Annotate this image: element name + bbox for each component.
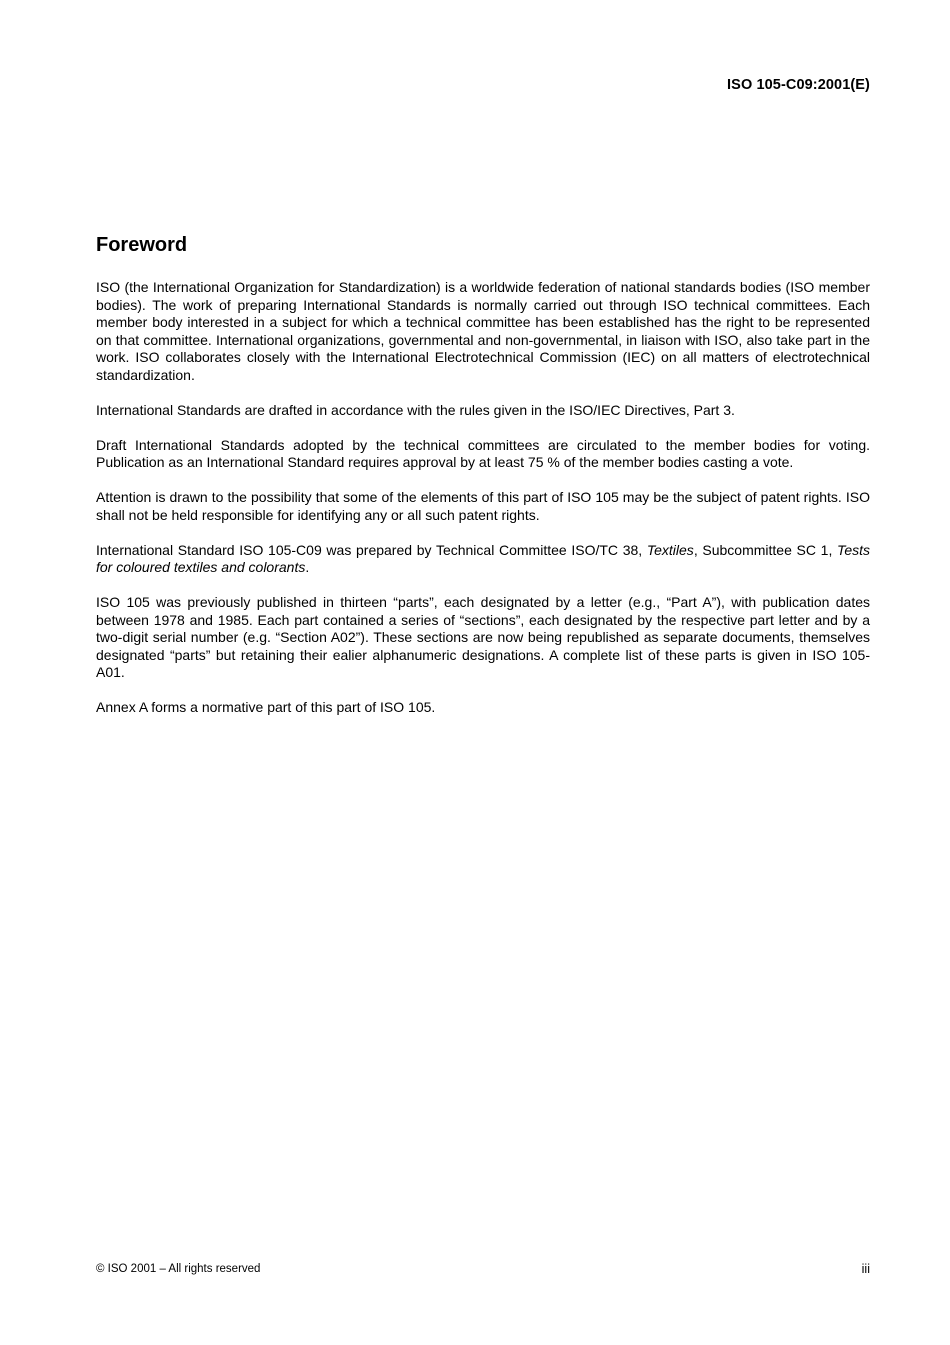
committee-text-1: International Standard ISO 105-C09 was prepared by Technical Committee ISO/TC 38,	[96, 541, 647, 558]
document-id: ISO 105-C09:2001(E)	[727, 77, 870, 93]
committee-name: Textiles	[646, 541, 694, 558]
paragraph-iso-intro: ISO (the International Organization for Standardization) is a worldwide federation of national standards bodies (ISO member bodies). The work of preparing International Standards is normally carried out through ISO technical committees. Each member body interested in a subject for which a technical committee has been established has the right to be represented on that committee. International organizations, governmental and non-governmental, in liaison with ISO, also take part in the work. ISO collaborates closely with the International Electrotechnical Commission (IEC) on all matters of electrotechnical standardization.	[96, 279, 870, 383]
committee-text-2: , Subcommittee SC 1,	[693, 541, 838, 558]
paragraph-committee	[96, 542, 870, 577]
footer-copyright: © ISO 2001 – All rights reserved	[96, 1263, 261, 1275]
section-title: Foreword	[96, 234, 188, 256]
paragraph-draft-standards: Draft International Standards adopted by the technical committees are circulated to the member bodies for voting. Publication as an International Standard requires approval by at least 75 % of the member bodies casting a vote.	[96, 436, 870, 470]
committee-text-3: .	[305, 559, 310, 575]
paragraph-annex: Annex A forms a normative part of this part of ISO 105.	[96, 699, 436, 715]
paragraph-history: ISO 105 was previously published in thirteen “parts”, each designated by a letter (e.g., “Part A”), with publication dates between 1978 and 1985. Each part contained a series of “sections”, each designated by the respective part letter and by a two-digit serial number (e.g. “Section A02”). These sections are now being republished as separate documents, themselves designated “parts” but retaining their ealier alphanumeric designations. A complete list of these parts is given in ISO 105-A01.	[96, 594, 870, 680]
footer-page-number: iii	[861, 1262, 870, 1276]
paragraph-patent-rights: Attention is drawn to the possibility that some of the elements of this part of ISO 105 may be the subject of patent rights. ISO shall not be held responsible for identifying any or all such patent rights.	[96, 489, 870, 523]
foreword-body	[96, 279, 870, 734]
paragraph-directives: International Standards are drafted in accordance with the rules given in the ISO/IEC Directives, Part 3.	[96, 401, 735, 418]
subcommittee-name: Tests for coloured textiles and colorants	[96, 541, 870, 575]
